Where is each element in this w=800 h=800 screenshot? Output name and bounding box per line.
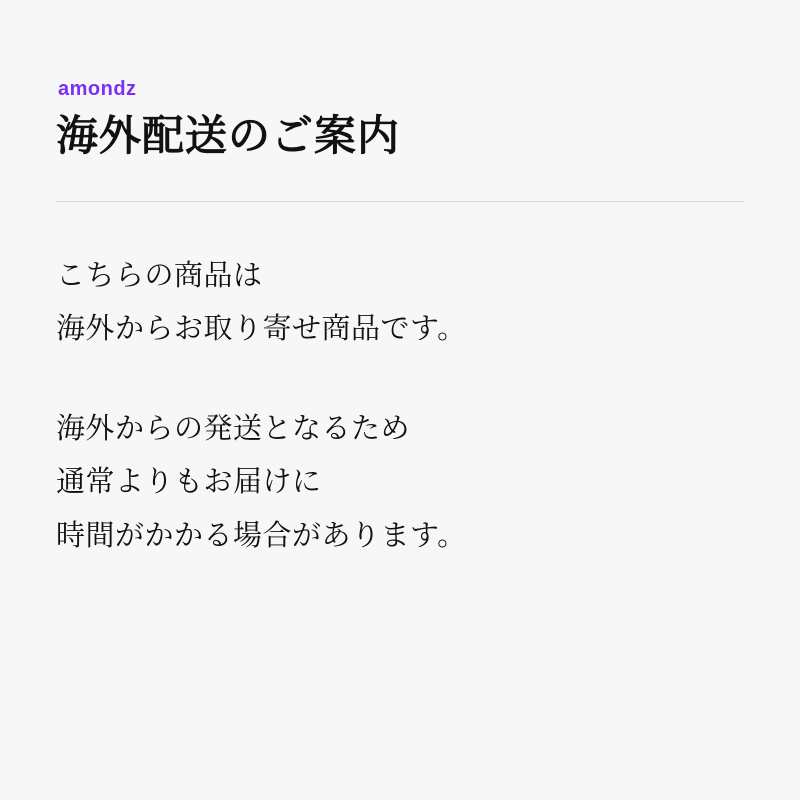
header-divider (56, 201, 744, 202)
body-line: 海外からの発送となるため (56, 412, 411, 445)
paragraph-spacer (56, 357, 744, 403)
body-line: 海外からお取り寄せ商品です。 (56, 313, 467, 346)
brand-logo: amondz (58, 78, 137, 100)
paragraph-2 (56, 403, 744, 564)
paragraph-1 (56, 250, 744, 357)
notice-body (56, 250, 744, 564)
body-line: 時間がかかる場合があります。 (56, 520, 467, 553)
body-line: こちらの商品は (56, 259, 263, 292)
body-line: 通常よりもお届けに (56, 466, 322, 499)
page-title: 海外配送のご案内 (56, 112, 401, 159)
